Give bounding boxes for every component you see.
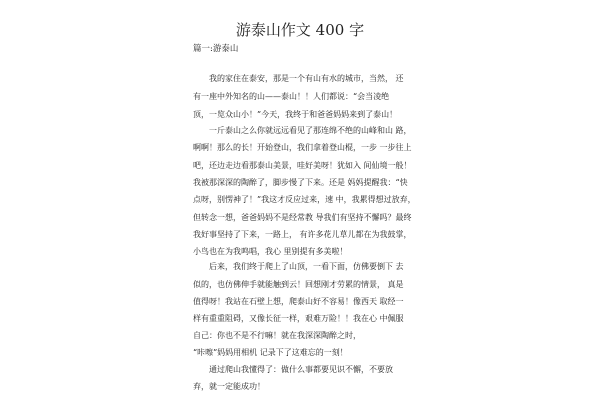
paragraph-line: 后来，我们终于爬上了山顶，一看下面，仿佛要倒下 去 (209, 262, 404, 271)
paragraph-line: “咔嚓”妈妈用相机 记录下了这难忘的一刻！ (193, 348, 348, 357)
paragraph-line: 啊啊！那么的长！开始登山，我们拿着登山棍，一步 一步往上 (193, 143, 412, 152)
paragraph-line: 点呀，别愣神了！”我这才反应过来，速 中，我累得想过放弃， (193, 195, 416, 204)
paragraph-line: 我好事坚持了下来，一路上， 有许多花儿草儿都在为我鼓掌， (193, 230, 412, 239)
paragraph-line: 样有重重阻碍，又像长征一样，艰难万险！！我在心 中佩服 (193, 314, 404, 323)
paragraph-line: 吧，还边走边看那泰山美景，哇好美呀！犹如入 间仙境一般！ (193, 161, 412, 170)
paragraph-line: 有一座中外知名的山——泰山！！人们都说：“会当凌绝 (193, 92, 390, 101)
paragraph-line: 但转念一想，爸爸妈妈不是经常教 导我们有坚持不懈吗？最终 (193, 213, 412, 222)
paragraph-line: 自己：你也不是不行嘛！就在我深深陶醉之时， (193, 331, 361, 340)
paragraph-line: 顶，一览众山小！”今天，我终于和爸爸妈妈来到了泰山！ (193, 110, 398, 119)
section-heading: 篇一:游泰山 (193, 44, 239, 54)
paragraph-line: 似的，也仿佛伸手就能触到云！回想刚才劳累的情景， 真是 (193, 280, 404, 289)
paragraph-line: 小鸟也在为我鸣唱，我心 里别提有多美啦！ (193, 247, 348, 256)
paragraph-line: 一斤泰山之么你就远远看见了那连绵不绝的山峰和山 路， (209, 126, 412, 135)
paragraph-line: 弃，就一定能成功！ (193, 382, 265, 391)
paragraph-line: 通过爬山我懂得了：做什么事都要见识不懈，不要放 (209, 365, 393, 374)
paragraph-line: 我被那深深的陶醉了，脚步慢了下来。还是 妈妈提醒我：“快 (193, 178, 408, 187)
paragraph-line: 值得呀！我站在石壁上想，爬泰山好不容易！像西天 取经一 (193, 297, 404, 306)
document-title: 游泰山作文 400 字 (235, 21, 365, 39)
paragraph-line: 我的家住在泰安，那是一个有山有水的城市，当然， 还 (209, 74, 404, 83)
